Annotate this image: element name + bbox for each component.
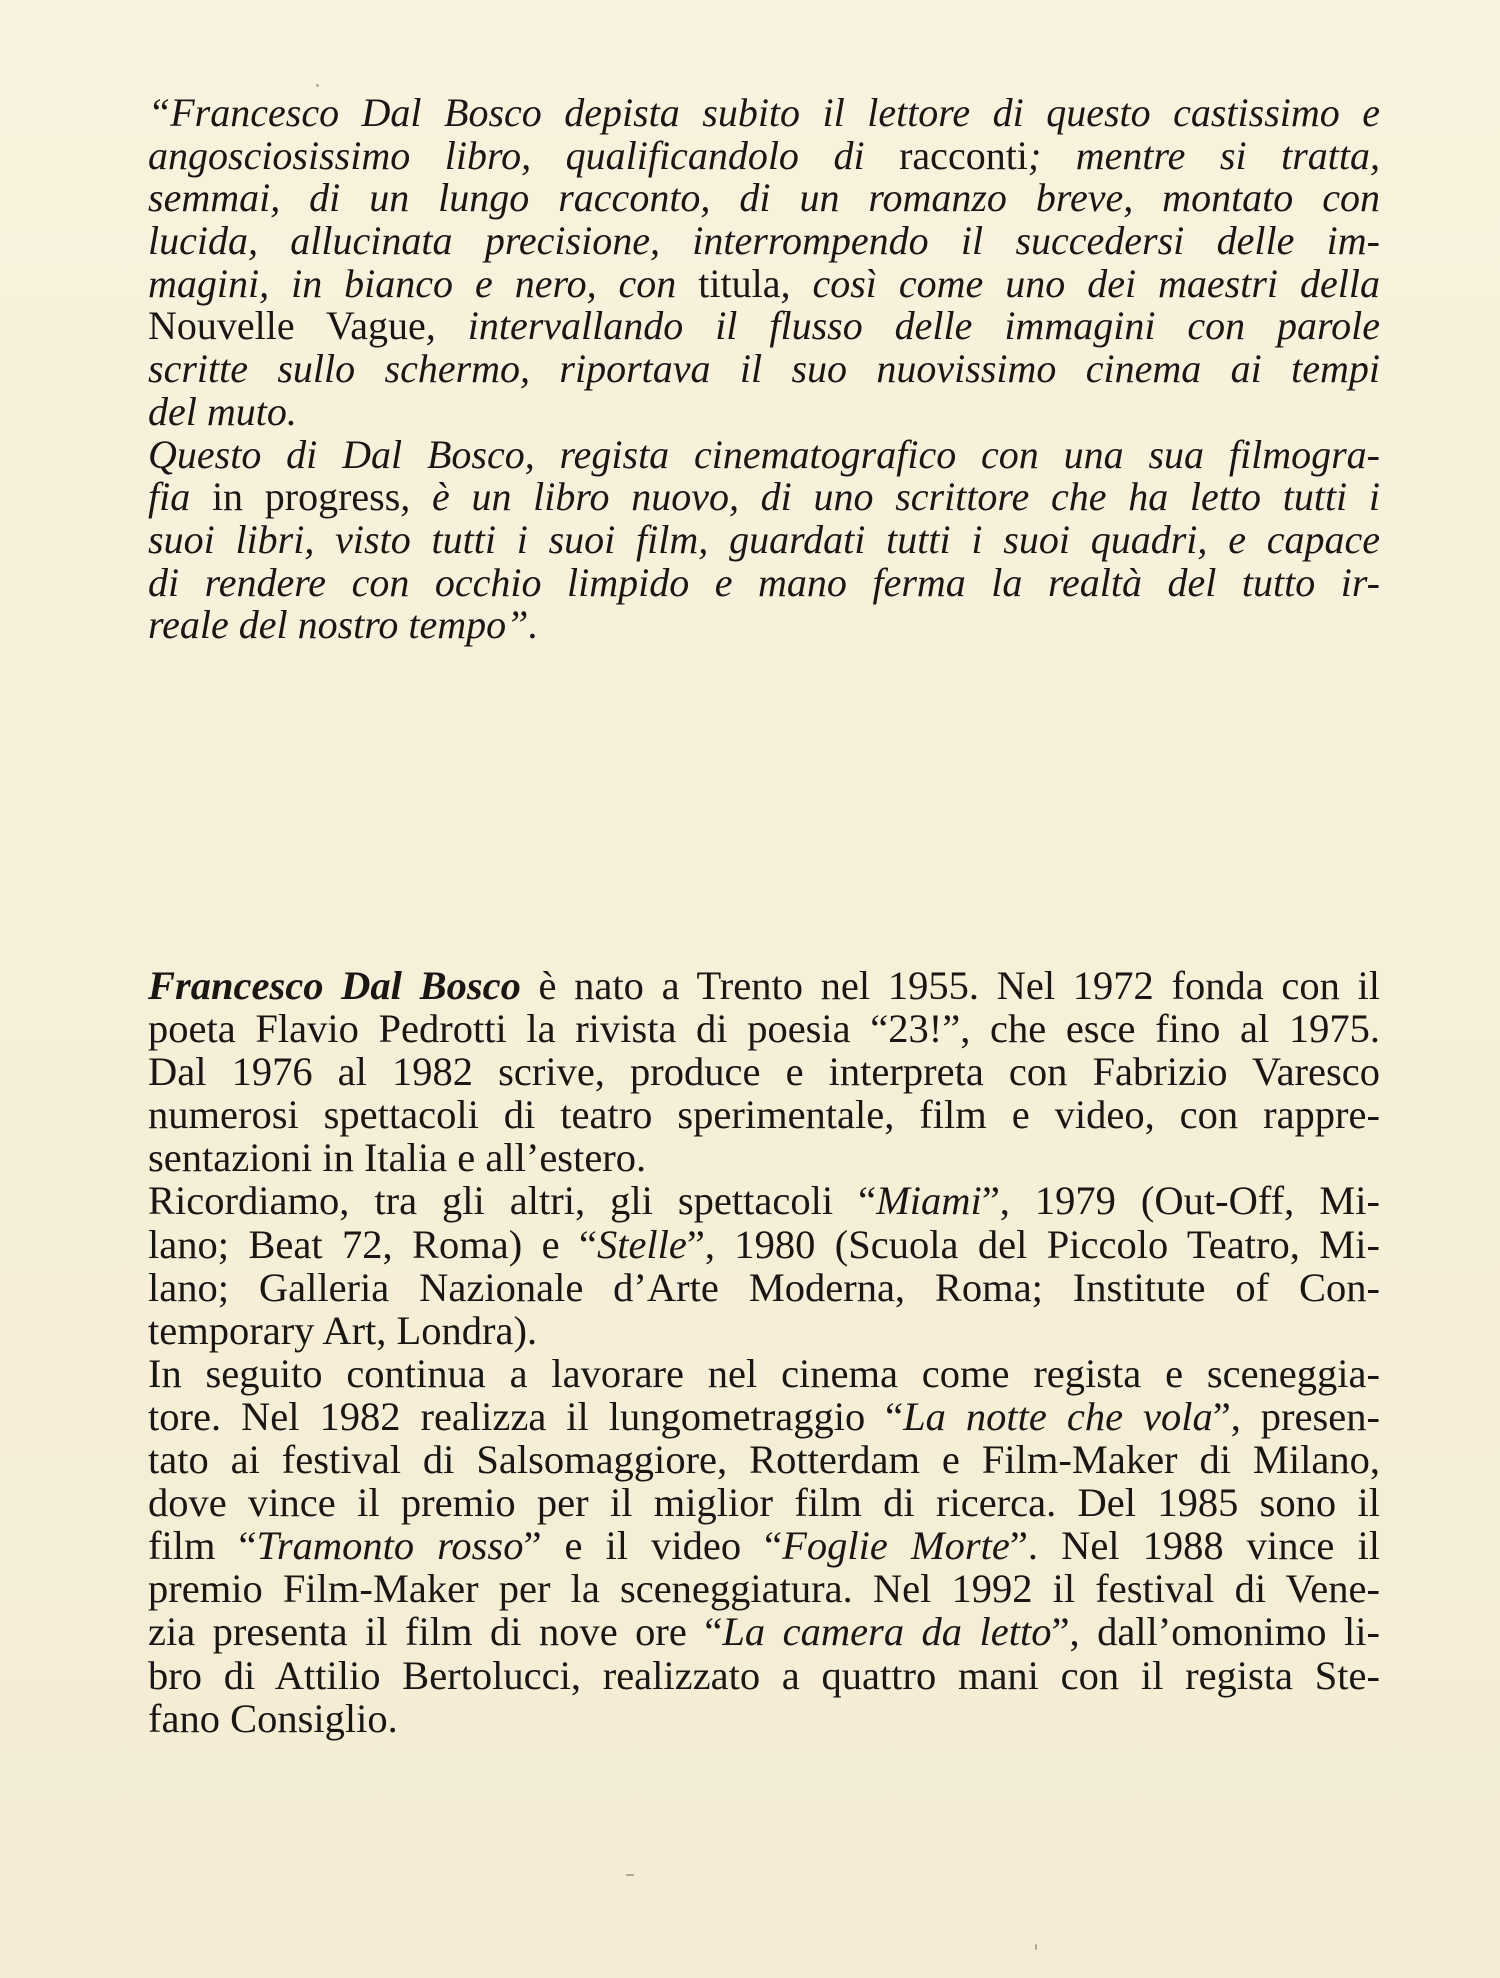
text-run: “Francesco Dal Bosco depista subito il lettore di questo castissimo e — [148, 90, 1380, 135]
text-run: dove vince il premio per il miglior film di ricerca. Del 1985 sono il — [148, 1480, 1380, 1526]
text-run: La camera da letto — [722, 1609, 1052, 1655]
bio-line — [148, 1438, 1380, 1481]
bio-line — [148, 1481, 1380, 1524]
text-run: ”. Nel 1988 vince il — [1009, 1523, 1380, 1569]
text-run: ”, 1980 (Scuola del Piccolo Teatro, Mi- — [686, 1221, 1380, 1267]
bio-line — [148, 1352, 1380, 1395]
blurb-line — [148, 348, 1380, 391]
text-run: titula — [698, 260, 781, 306]
text-run: In seguito continua a lavorare nel cinema come regista e sceneggia- — [148, 1350, 1380, 1396]
text-run: fano Consiglio. — [148, 1695, 398, 1741]
bio-line — [148, 1093, 1380, 1136]
paper-speck — [626, 1874, 634, 1876]
bio-line — [148, 1007, 1380, 1050]
text-run: Francesco Dal Bosco — [148, 963, 521, 1008]
text-run: del muto. — [148, 388, 297, 434]
blurb-line — [148, 604, 1380, 647]
paper-speck — [316, 84, 319, 87]
text-run: suoi libri, visto tutti i suoi film, guardati tutti i suoi quadri, e capace — [148, 516, 1380, 562]
text-run: premio Film-Maker per la sceneggiatura. Nel 1992 il festival di Vene- — [148, 1566, 1380, 1612]
text-run: , così come uno dei maestri della — [780, 260, 1380, 306]
text-run: , intervallando il flusso delle immagini con parole — [425, 303, 1380, 349]
blurb-line — [148, 92, 1380, 135]
text-run: lano; Beat 72, Roma) e “ — [148, 1221, 597, 1267]
bio-line — [148, 1223, 1380, 1266]
text-run: ” e il video “ — [523, 1523, 783, 1569]
bio-line — [148, 1179, 1380, 1222]
bio-line — [148, 1654, 1380, 1697]
text-run: Miami — [876, 1178, 982, 1224]
text-run: è nato a Trento nel 1955. Nel 1972 fonda con il — [520, 963, 1380, 1008]
blurb-line — [148, 260, 1380, 306]
text-run: ; mentre si tratta, — [1027, 132, 1380, 178]
text-run: lucida, allucinata precisione, interrompendo il succedersi delle im- — [148, 218, 1380, 264]
bio-line — [148, 1524, 1380, 1567]
blurb-line — [148, 220, 1380, 263]
blurb-line — [148, 388, 1380, 434]
blurb-line — [148, 177, 1380, 220]
text-run: Nouvelle Vague — [148, 303, 426, 349]
text-run: numerosi spettacoli di teatro sperimentale, film e video, con rappre- — [148, 1092, 1380, 1138]
text-run: angosciosissimo libro, qualificandolo di — [148, 132, 900, 178]
bio-line — [148, 1050, 1380, 1093]
text-run: tore. Nel 1982 realizza il lungometraggio “ — [148, 1393, 904, 1439]
text-run: scritte sullo schermo, riportava il suo nuovissimo cinema ai tempi — [148, 346, 1380, 392]
text-run: bro di Attilio Bertolucci, realizzato a quattro mani con il regista Ste- — [148, 1652, 1380, 1698]
text-run: lano; Galleria Nazionale d’Arte Moderna, Roma; Institute of Con- — [148, 1264, 1380, 1310]
text-run: semmai, di un lungo racconto, di un romanzo breve, montato con — [148, 175, 1380, 221]
text-run: ”, dall’omonimo li- — [1051, 1609, 1381, 1655]
text-run: La notte che vola — [903, 1393, 1213, 1439]
blurb-line — [148, 132, 1380, 178]
text-run: Foglie Morte — [782, 1523, 1010, 1569]
text-run: fia — [148, 474, 212, 520]
blurb-line — [148, 559, 1380, 605]
text-run: Questo di Dal Bosco, regista cinematografico con una sua filmogra- — [148, 431, 1380, 477]
text-run: film “ — [148, 1523, 257, 1569]
author-biography — [148, 964, 1380, 1740]
bio-line — [148, 1266, 1380, 1309]
blurb-line — [148, 476, 1380, 519]
text-run: Stelle — [596, 1221, 687, 1267]
text-run: magini, in bianco e nero, con — [148, 260, 699, 306]
text-run: Ricordiamo, tra gli altri, gli spettacoli “ — [148, 1178, 877, 1224]
text-run: Tramonto rosso — [256, 1523, 524, 1569]
text-run: , è un libro nuovo, di uno scrittore che ha letto tutti i — [400, 474, 1380, 520]
text-run: di rendere con occhio limpido e mano ferma la realtà del tutto ir- — [148, 559, 1380, 605]
bio-line — [148, 964, 1380, 1007]
blurb-line — [148, 516, 1380, 562]
bio-line — [148, 1309, 1380, 1352]
text-run: sentazioni in Italia e all’estero. — [148, 1135, 647, 1181]
text-run: reale del nostro tempo”. — [148, 602, 539, 648]
text-run: ”, presen- — [1212, 1393, 1380, 1439]
paper-speck — [1035, 1944, 1037, 1950]
bio-line — [148, 1136, 1380, 1179]
text-run: poeta Flavio Pedrotti la rivista di poesia “23!”, che esce fino al 1975. — [148, 1006, 1380, 1052]
text-run: temporary Art, Londra). — [148, 1307, 538, 1353]
text-run: Dal 1976 al 1982 scrive, produce e interpreta con Fabrizio Varesco — [148, 1049, 1380, 1095]
blurb-quote — [148, 92, 1380, 647]
text-run: in progress — [211, 474, 401, 520]
blurb-line — [148, 305, 1380, 348]
text-run: racconti — [899, 132, 1028, 178]
bio-line — [148, 1395, 1380, 1438]
blurb-line — [148, 431, 1380, 477]
text-run: ”, 1979 (Out-Off, Mi- — [981, 1178, 1380, 1224]
bio-line — [148, 1697, 1380, 1740]
bio-line — [148, 1567, 1380, 1610]
text-run: tato ai festival di Salsomaggiore, Rotterdam e Film-Maker di Milano, — [148, 1437, 1380, 1483]
bio-line — [148, 1610, 1380, 1653]
text-run: zia presenta il film di nove ore “ — [148, 1609, 723, 1655]
